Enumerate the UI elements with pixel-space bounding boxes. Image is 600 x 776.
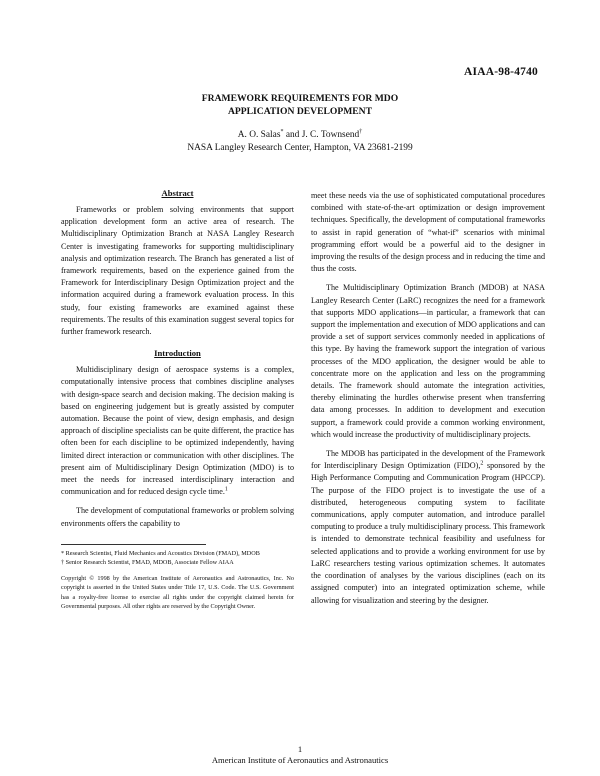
author-join: and bbox=[283, 130, 302, 140]
author-1-mark: * bbox=[280, 128, 284, 135]
title-block bbox=[0, 92, 600, 155]
right-p3-text-a: The MDOB has participated in the development of the Framework for Interdisciplinary Design Optimization (FIDO), bbox=[311, 449, 545, 471]
intro-p1-text: Multidisciplinary design of aerospace systems is a complex, computationally intensive process that combines discipline analyses with design-space search and decision making. The decision making is based on engineering judgement but is greatly assisted by computer automation. Because the point of view, design emphasis, and design approach of discipline specialists can be quite different, the practice has often been for each discipline to be optimized independently, having limited direct interaction or communication with other disciplines. The present aim of Multidisciplinary Design Optimization (MDO) is to meet the needs for increased interdisciplinary interaction and communication and for reduced design cycle time. bbox=[61, 365, 294, 497]
paper-title-line-2: APPLICATION DEVELOPMENT bbox=[227, 106, 372, 117]
copyright-notice: Copyright © 1998 by the American Institute of Aeronautics and Astronautics, Inc. No copyright is asserted in the United States under Title 17, U.S. Code. The U.S. Government has a royalty-free license to exercise all rights under the copyright claimed herein for Governmental purposes. All other rights are reserved by the Copyright Owner. bbox=[61, 574, 294, 610]
affiliation: NASA Langley Research Center, Hampton, VA 23681-2199 bbox=[187, 143, 413, 153]
page-number: 1 bbox=[297, 744, 303, 754]
report-id: AIAA-98-4740 bbox=[464, 66, 538, 78]
author-1: A. O. Salas bbox=[237, 130, 281, 140]
paper-title-line-1: FRAMEWORK REQUIREMENTS FOR MDO bbox=[201, 93, 399, 104]
right-p3-text-b: sponsored by the High Performance Computing and Communication Program (HPCCP). The purpose of the FIDO project is to investigate the use of a distributed, heterogeneous computing system to facilitate communications, apply computer automation, and introduce parallel computing to produce a truly multidisciplinary process. This framework is intended to demonstrate technical feasibility and usefulness for selected applications and to provide a working environment for use by LaRC researchers testing various optimization schemes. It automates the coordination of analyses by the various disciplines (each on its assigned computer) into an integrated optimization scheme, while allowing for visualization and steering by the designer. bbox=[311, 461, 545, 605]
author-line bbox=[0, 129, 600, 142]
abstract-heading: Abstract bbox=[161, 188, 194, 198]
left-column bbox=[61, 187, 294, 618]
right-column bbox=[311, 190, 545, 607]
author-2-mark: † bbox=[359, 128, 363, 135]
author-2: J. C. Townsend bbox=[301, 130, 360, 140]
intro-p1-ref: 1 bbox=[224, 486, 228, 493]
footer-organization: American Institute of Aeronautics and Astronautics bbox=[211, 755, 389, 765]
footnote-divider bbox=[61, 544, 206, 545]
footnote-1: * Research Scientist, Fluid Mechanics and Acoustics Division (FMAD), MDOB bbox=[61, 549, 260, 557]
right-paragraph-3 bbox=[311, 448, 545, 607]
abstract-text: Frameworks or problem solving environments that support application development form an active area of research. The Multidisciplinary Optimization Branch at NASA Langley Research Center is investigating frameworks for supporting multidisciplinary analysis and optimization research. The Branch has generated a list of framework requirements, based on the experience gained from the Framework for Interdisciplinary Design Optimization project and the information acquired during a framework evaluation process. In this study, four existing frameworks are examined against these requirements. The results of this examination suggest several topics for further framework research. bbox=[61, 205, 294, 337]
page-footer bbox=[0, 744, 600, 766]
introduction-paragraph-2: The development of computational frameworks or problem solving environments offers the capability to bbox=[61, 506, 294, 528]
footnote-2: † Senior Research Scientist, FMAD, MDOB, Associate Fellow AIAA bbox=[61, 559, 234, 567]
introduction-heading: Introduction bbox=[154, 348, 201, 359]
right-paragraph-2: The Multidisciplinary Optimization Branch (MDOB) at NASA Langley Research Center (LaRC) recognizes the need for a framework that supports MDO applications—in particular, a framework that can support the implementation and execution of MDO applications and can provide a set of support services commonly needed in applications of this type. By having the framework support the integration of various processes of the MDO application, the designer would be able to concentrate more on the application and less on the programming details. The framework should automate the integration activities, thereby eliminating the hurdles otherwise present when transferring data among processes. In addition to development and execution support, a framework could provide a common working environment, which would increase the productivity of multidisciplinary projects. bbox=[311, 283, 545, 439]
right-p3-ref: 2 bbox=[480, 460, 484, 467]
introduction-paragraph-1 bbox=[61, 364, 294, 498]
right-paragraph-1: meet these needs via the use of sophisticated computational procedures combined with state-of-the-art optimization or design improvement techniques. Specifically, the development of computational frameworks to assist in rapid generation of “what-if” scenarios with minimal programming effort would be a powerful aid to the designer in improving the results of the design process and in reducing the time and thus the costs. bbox=[311, 191, 545, 274]
